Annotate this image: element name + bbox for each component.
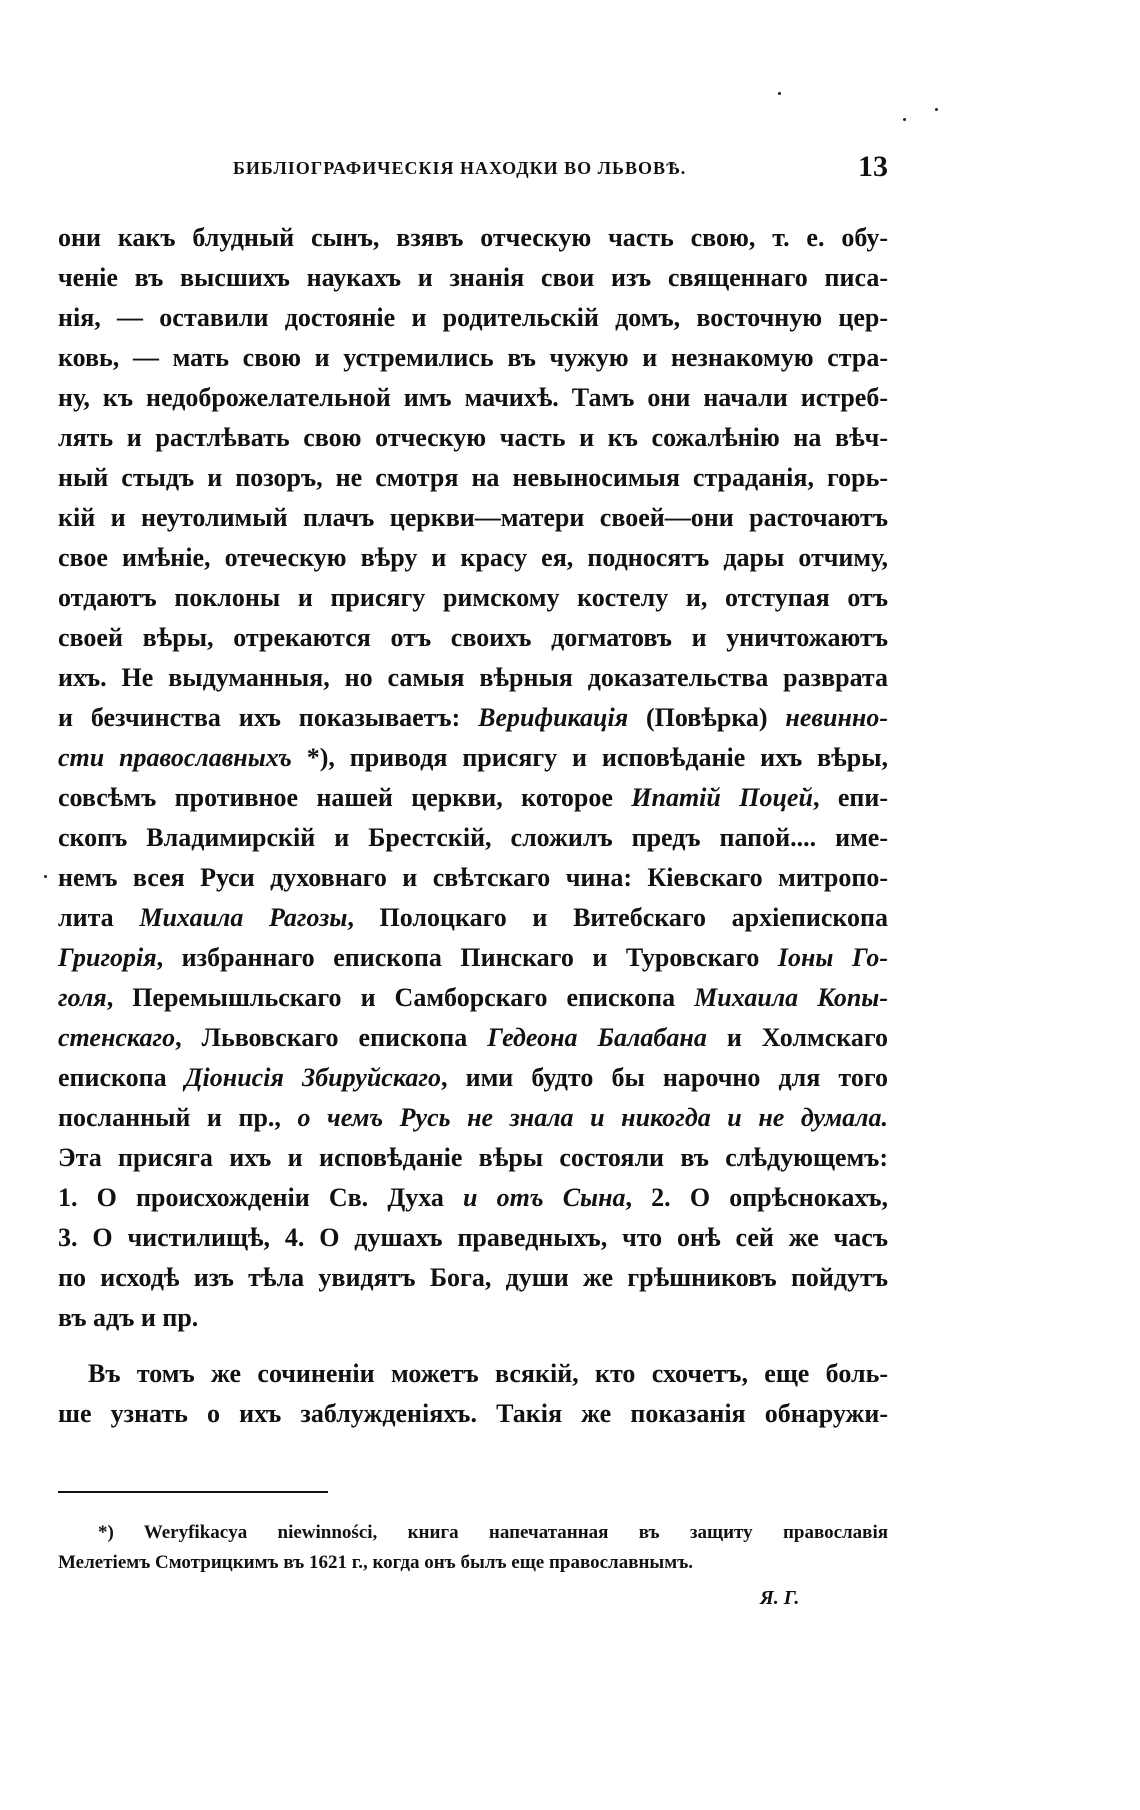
text-run: епископа (58, 1063, 185, 1092)
text-run: , Львовскаго епископа (175, 1023, 488, 1052)
text-run: посланный и пр., (58, 1103, 298, 1132)
page-header (58, 150, 888, 194)
text-line: лять и растлѣвать свою отческую часть и къ сожалѣнію на вѣч- (58, 423, 888, 452)
text-run: , епи- (812, 783, 888, 812)
text-line: Эта присяга ихъ и исповѣданіе вѣры состояли въ слѣдующемъ: (58, 1143, 888, 1172)
text-line: Въ томъ же сочиненіи можетъ всякій, кто схочетъ, еще боль- (88, 1359, 888, 1388)
italic-name: Григорія (58, 943, 157, 972)
text-run: *), приводя присягу и исповѣданіе ихъ вѣры, (291, 743, 889, 772)
text-line (58, 1098, 888, 1138)
text-line: нія, — оставили достояніе и родительскій домъ, восточную цер- (58, 303, 888, 332)
text-line: въ адъ и пр. (58, 1303, 199, 1332)
text-run: , 2. О опрѣснокахъ, (625, 1183, 889, 1212)
footnote-signature: Я. Г. (760, 1587, 800, 1609)
italic-name: Ипатій Поцей (631, 783, 813, 812)
text-line: свое имѣніе, отеческую вѣру и красу ея, подносятъ дары отчиму, (58, 543, 888, 572)
text-line (58, 1178, 888, 1218)
text-line: ну, къ недоброжелательной имъ мачихѣ. Тамъ они начали истреб- (58, 383, 888, 412)
italic-title: Верификація (478, 703, 629, 732)
text-line: по исходѣ изъ тѣла увидятъ Бога, души же грѣшниковъ пойдутъ (58, 1263, 888, 1292)
italic-name: голя (58, 983, 107, 1012)
text-run: и безчинства ихъ показываетъ: (58, 703, 479, 732)
paragraph-gap (58, 1338, 888, 1354)
text-run: , избраннаго епископа Пинскаго и Туровскаго (156, 943, 778, 972)
text-line: своей вѣры, отрекаются отъ своихъ догматовъ и уничтожаютъ (58, 623, 888, 652)
text-line (58, 698, 888, 738)
italic-title: сти православныхъ (58, 743, 292, 772)
italic-name: Михаила Рагозы (139, 903, 348, 932)
running-title: БИБЛІОГРАФИЧЕСКІЯ НАХОДКИ ВО ЛЬВОВѢ. (233, 158, 687, 178)
text-line: немъ всея Руси духовнаго и свѣтскаго чина: Кіевскаго митропо- (58, 863, 888, 892)
italic-title: невинно- (785, 703, 888, 732)
scan-speck (44, 875, 47, 878)
text-line: кій и неутолимый плачъ церкви—матери своей—они расточаютъ (58, 503, 888, 532)
main-text (58, 218, 888, 1434)
text-line: ше узнать о ихъ заблужденіяхъ. Такія же показанія обнаружи- (58, 1399, 888, 1428)
text-line: ковь, — мать свою и устремились въ чужую и незнакомую стра- (58, 343, 888, 372)
text-line: скопъ Владимирскій и Брестскій, сложилъ предъ папой.... име- (58, 823, 888, 852)
scan-speck (935, 108, 938, 111)
text-run: совсѣмъ противное нашей церкви, которое (58, 783, 632, 812)
italic-name: Діонисія Збируйскаго (184, 1063, 441, 1092)
text-line (58, 1018, 888, 1058)
text-run: лита (58, 903, 140, 932)
scan-speck (903, 118, 906, 121)
text-line (58, 1058, 888, 1098)
text-run: (Повѣрка) (628, 703, 786, 732)
text-run: , Полоцкаго и Витебскаго архіепископа (347, 903, 888, 932)
text-line (58, 898, 888, 938)
text-line: ченіе въ высшихъ наукахъ и знанія свои изъ священнаго писа- (58, 263, 888, 292)
text-line: отдаютъ поклоны и присягу римскому костелу и, отступая отъ (58, 583, 888, 612)
footnote-divider (58, 1491, 328, 1493)
text-run: и Холмскаго (706, 1023, 889, 1052)
text-line: 3. О чистилищѣ, 4. О душахъ праведныхъ, что онѣ сей же часъ (58, 1223, 888, 1252)
footnote-line: *) Weryfikacya niewinności, книга напечатанная въ защиту православія (98, 1522, 888, 1543)
italic-name: Іоны Го- (777, 943, 888, 972)
scan-speck (778, 92, 781, 95)
footnote (58, 1518, 888, 1578)
text-run: 1. О происхожденіи Св. Духа (58, 1183, 464, 1212)
italic-phrase: о чемъ Русь не знала и никогда и не думала. (297, 1103, 888, 1132)
text-line (58, 978, 888, 1018)
footnote-line: Мелетіемъ Смотрицкимъ въ 1621 г., когда онъ былъ еще православнымъ. (58, 1552, 694, 1573)
italic-name: Гедеона Балабана (487, 1023, 707, 1052)
text-line: ный стыдъ и позоръ, не смотря на невыносимыя страданія, горь- (58, 463, 888, 492)
italic-phrase: и отъ Сына (463, 1183, 626, 1212)
text-line: они какъ блудный сынъ, взявъ отческую часть свою, т. е. обу- (58, 223, 888, 252)
text-run: , Перемышльскаго и Самборскаго епископа (106, 983, 695, 1012)
page-number: 13 (858, 150, 888, 183)
text-run: , ими будто бы нарочно для того (440, 1063, 888, 1092)
text-line (58, 938, 888, 978)
text-line (58, 778, 888, 818)
text-line (58, 738, 888, 778)
italic-name: стенскаго (58, 1023, 176, 1052)
text-line: ихъ. Не выдуманныя, но самыя вѣрныя доказательства разврата (58, 663, 888, 692)
italic-name: Михаила Копы- (694, 983, 888, 1012)
